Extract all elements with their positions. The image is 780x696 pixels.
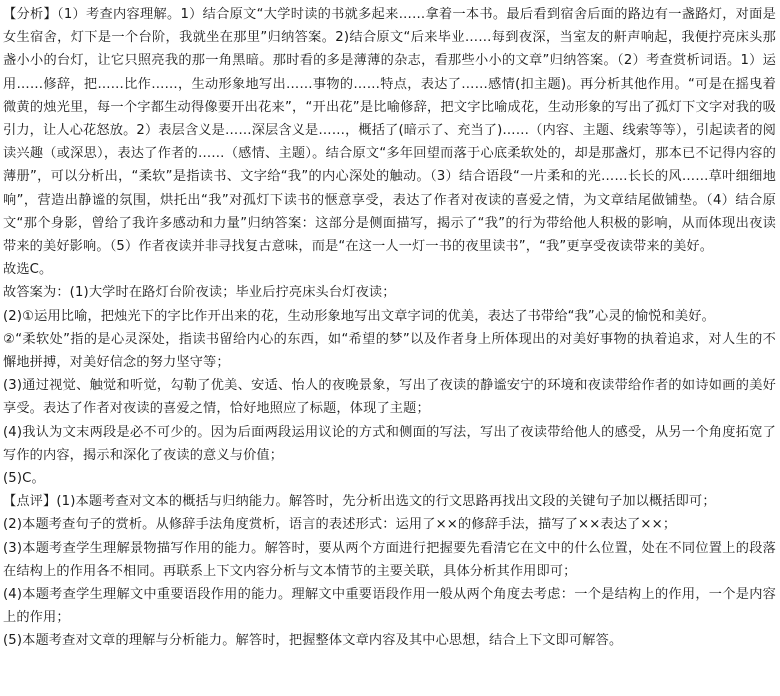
answer-4: (4)我认为文末两段是必不可少的。因为后面两段运用议论的方式和侧面的写法，写出了夜读带给他人的感受，从另一个角度拓宽了写作的内容，揭示和深化了夜读的意义与价值； — [3, 424, 776, 463]
comment-5: (5)本题考查对文章的理解与分析能力。解答时，把握整体文章内容及其中心思想，结合上下文即可解答。 — [3, 633, 623, 649]
choice-line: 故选C。 — [3, 262, 53, 278]
analysis-text: （1）考查内容理解。1）结合原文“大学时读的书就多起来……拿着一本书。最后看到宿舍后面的路边有一盏路灯，对面是女生宿舍，灯下是一个台阶，我就坐在那里”归纳答案。2)结合原文“后来毕业……每到夜深，当室友的鼾声响起，我便拧亮床头那盏小小的台灯，让它只照亮我的那一角黑暗。那时看的多是薄薄的杂志，看那些小小的文章”归纳答案。（2）考查赏析词语。1）运用……修辞，把……比作……，生动形象地写出……事物的……特点，表达了……感情(扣主题)。再分析其他作用。“可是在摇曳着微黄的烛光里，每一个字都生动得像要开出花来”，“开出花”是比喻修辞，把文字比喻成花，生动形象的写出了孤灯下文字对我的吸引力，让人心花怒放。2）表层含义是……深层含义是……，概括了(暗示了、充当了)……（内容、主题、线索等等），引起读者的阅读兴趣（或深思），表达了作者的……（感情、主题）。结合原文“多年回望而落于心底柔软处的，却是那盏灯，那本已不记得内容的薄册”，可以分析出，“柔软”是指读书、文字给“我”的内心深处的触动。（3）结合语段“一片柔和的光……长长的风……草叶细细地响”，营造出静谧的氛围，烘托出“我”对孤灯下读书的惬意享受，表达了作者对夜读的喜爱之情，为文章结尾做铺垫。（4）结合原文“那个身影，曾给了我许多感动和力量”归纳答案：这部分是侧面描写，揭示了“我”的行为带给他人积极的影响，从而体现出夜读带来的美好影响。（5）作者夜读并非寻找复古意味，而是“在这一人一灯一书的夜里读书”，“我”更享受夜读带来的美好。 — [3, 7, 776, 255]
answer-3: (3)通过视觉、触觉和听觉，勾勒了优美、安适、怡人的夜晚景象，写出了夜读的静谧安宁的环境和夜读带给作者的如诗如画的美好享受。表达了作者对夜读的喜爱之情，恰好地照应了标题，体现了主题； — [3, 378, 776, 417]
comment-4: (4)本题考查学生理解文中重要语段作用的能力。理解文中重要语段作用一般从两个角度去考虑：一个是结构上的作用，一个是内容上的作用； — [3, 587, 776, 626]
answer-2-part-1: (2)①运用比喻，把烛光下的字比作开出来的花，生动形象地写出文章字词的优美，表达了书带给“我”心灵的愉悦和美好。 — [3, 308, 715, 324]
answer-intro: 故答案为：(1)大学时在路灯台阶夜读；毕业后拧亮床头台灯夜读； — [3, 285, 396, 301]
comment-3: (3)本题考查学生理解景物描写作用的能力。解答时，要从两个方面进行把握要先看清它在文中的什么位置，处在不同位置上的段落在结构上的作用各不相同。再联系上下文内容分析与文本情节的主要关联，具体分析其作用即可； — [3, 540, 776, 579]
comment-1: (1)本题考查对文本的概括与归纳能力。解答时，先分析出选文的行文思路再找出文段的关键句子加以概括即可； — [56, 494, 716, 510]
answer-5: (5)C。 — [3, 471, 45, 487]
comment-paragraph-1 — [3, 490, 776, 513]
comment-2: (2)本题考查句子的赏析。从修辞手法角度赏析，语言的表述形式：运用了××的修辞手法，描写了××表达了××； — [3, 517, 677, 533]
answer-2-part-2: ②“柔软处”指的是心灵深处，指读书留给内心的东西，如“希望的梦”以及作者身上所体现出的对美好事物的执着追求，对人生的不懈地拼搏，对美好信念的努力坚守等； — [3, 331, 776, 371]
analysis-tag: 【分析】 — [3, 7, 57, 22]
analysis-paragraph — [3, 3, 776, 258]
comment-tag: 【点评】 — [3, 494, 57, 510]
